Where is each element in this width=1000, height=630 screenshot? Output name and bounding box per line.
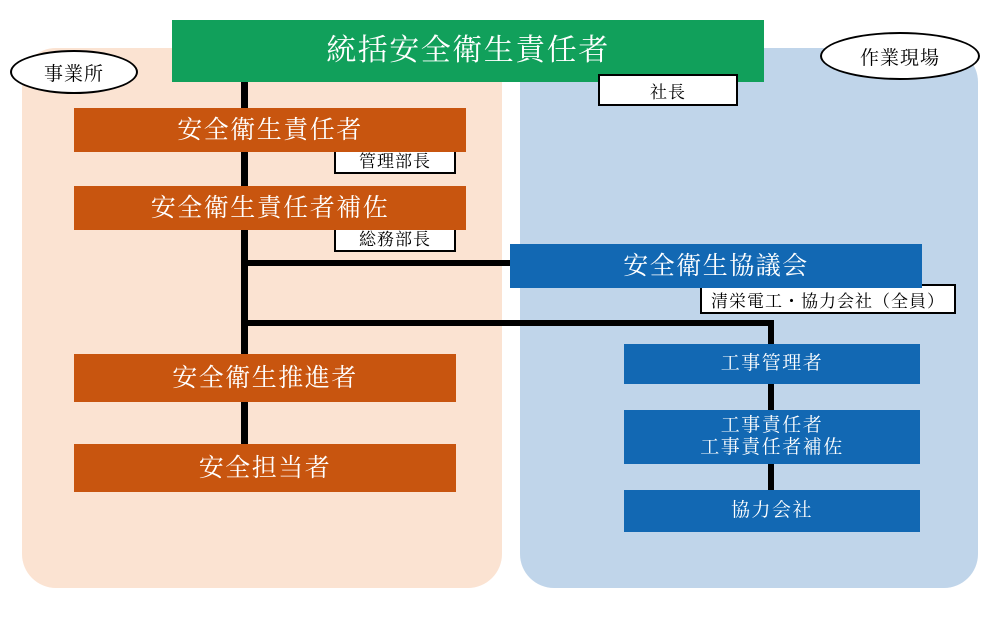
- tag-seiei-denko-partners: 清栄電工・協力会社（全員）: [700, 284, 956, 314]
- box-construction-supervisor: [624, 410, 920, 464]
- box-safety-health-council: 安全衛生協議会: [510, 244, 922, 288]
- tag-president: 社長: [598, 74, 738, 106]
- box-safety-officer: 安全担当者: [74, 444, 456, 492]
- box-safety-health-supervisor-assistant: 安全衛生責任者補佐: [74, 186, 466, 230]
- box-construction-supervisor-line2: 工事責任者補佐: [700, 437, 844, 458]
- box-construction-manager: 工事管理者: [624, 344, 920, 384]
- connector-to-worksite-column: [241, 320, 771, 326]
- tag-general-affairs-dept-head: 総務部長: [334, 222, 456, 252]
- box-safety-health-promoter: 安全衛生推進者: [74, 354, 456, 402]
- box-partner-company: 協力会社: [624, 490, 920, 532]
- box-construction-supervisor-line1: 工事責任者: [720, 415, 824, 437]
- connector-to-safety-council: [241, 260, 513, 266]
- box-general-safety-supervisor: 統括安全衛生責任者: [172, 20, 764, 82]
- connector-worksite-vertical-3: [768, 462, 774, 492]
- connector-worksite-vertical-2: [768, 382, 774, 412]
- box-safety-health-supervisor: 安全衛生責任者: [74, 108, 466, 152]
- zone-label-worksite: 作業現場: [820, 32, 980, 80]
- tag-management-dept-head: 管理部長: [334, 144, 456, 174]
- zone-label-office: 事業所: [10, 50, 138, 94]
